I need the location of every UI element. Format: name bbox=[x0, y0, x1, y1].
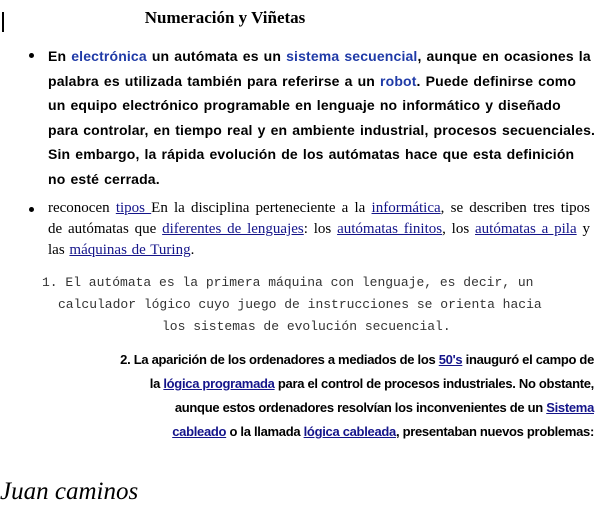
item2-text-2: inauguró el campo de bbox=[462, 352, 594, 367]
paragraph2-text-4: : los bbox=[303, 221, 338, 237]
paragraph2-text-5: , los bbox=[442, 221, 475, 237]
link-cableado[interactable]: cableado bbox=[172, 424, 227, 439]
numbered-item-2-line-2 bbox=[36, 372, 594, 396]
link-sistema[interactable]: Sistema bbox=[546, 400, 594, 415]
link-logica-cableada[interactable]: lógica cableada bbox=[303, 424, 396, 439]
bullet-paragraph-2 bbox=[48, 198, 590, 261]
numbered-item-2-line-1 bbox=[36, 348, 594, 372]
link-tipos[interactable]: tipos bbox=[115, 200, 152, 216]
link-automatas-finitos[interactable]: autómatas finitos bbox=[337, 221, 443, 237]
numbered-item-2-line-3 bbox=[36, 396, 594, 420]
item2-text-3: la bbox=[149, 376, 164, 391]
link-maquinas-de-turing[interactable]: máquinas de Turing bbox=[69, 242, 191, 258]
link-informatica[interactable]: informática bbox=[371, 200, 441, 216]
signature: Juan caminos bbox=[0, 478, 139, 505]
numbered-item-1-line-2: calculador lógico cuyo juego de instrucciones se orienta hacia bbox=[58, 297, 542, 312]
paragraph2-text-6: y las bbox=[48, 221, 590, 258]
paragraph1-text-1: En bbox=[48, 48, 72, 64]
paragraph2-text-7: . bbox=[190, 242, 195, 258]
bullet-paragraph-1 bbox=[48, 44, 596, 191]
link-electronica[interactable]: electrónica bbox=[71, 48, 147, 64]
link-sistema-secuencial[interactable]: sistema secuencial bbox=[286, 48, 418, 64]
item2-text-5: aunque estos ordenadores resolvían los inconvenientes de un bbox=[174, 400, 547, 415]
page-title: Numeración y Viñetas bbox=[144, 8, 306, 27]
paragraph2-text-3: , se describen tres tipos de autómatas que bbox=[48, 200, 590, 237]
paragraph1-text-3: , aunque en ocasiones la palabra es utilizada también para referirse a un bbox=[48, 48, 591, 89]
item2-text-7: , presentaban nuevos problemas: bbox=[395, 424, 594, 439]
bullet-dot-1 bbox=[29, 53, 34, 58]
link-logica-programada[interactable]: lógica programada bbox=[163, 376, 275, 391]
numbered-item-2-line-4 bbox=[36, 420, 594, 444]
numbered-item-2 bbox=[36, 348, 594, 444]
paragraph1-text-2: un autómata es un bbox=[146, 48, 287, 64]
item2-text-1: 2. La aparición de los ordenadores a mediados de los bbox=[120, 352, 439, 367]
numbered-item-1 bbox=[42, 272, 594, 338]
paragraph1-text-4: . Puede definirse como un equipo electrónico programable en lenguaje no informático y diseñado para controlar, en tiempo real y en ambiente industrial, procesos secuenciales. Sin embargo, la rápida evolución de los autómatas hace que esta definición no esté cerrada. bbox=[48, 72, 596, 187]
link-automatas-a-pila[interactable]: autómatas a pila bbox=[475, 221, 577, 237]
link-50s[interactable]: 50's bbox=[438, 352, 463, 367]
link-robot[interactable]: robot bbox=[380, 72, 417, 89]
numbered-item-1-line-1: 1. El autómata es la primera máquina con lenguaje, es decir, un bbox=[42, 275, 534, 290]
paragraph2-text-2: En la disciplina perteneciente a la bbox=[151, 200, 372, 216]
paragraph2-text-1: reconocen bbox=[48, 200, 116, 216]
bullet-dot-2 bbox=[29, 207, 34, 212]
item2-text-6: o la llamada bbox=[226, 424, 304, 439]
link-diferentes-lenguajes[interactable]: diferentes de lenguajes bbox=[162, 221, 304, 237]
numbered-item-1-line-3: los sistemas de evolución secuencial. bbox=[162, 319, 451, 334]
item2-text-4: para el control de procesos industriales. No obstante, bbox=[274, 376, 594, 391]
